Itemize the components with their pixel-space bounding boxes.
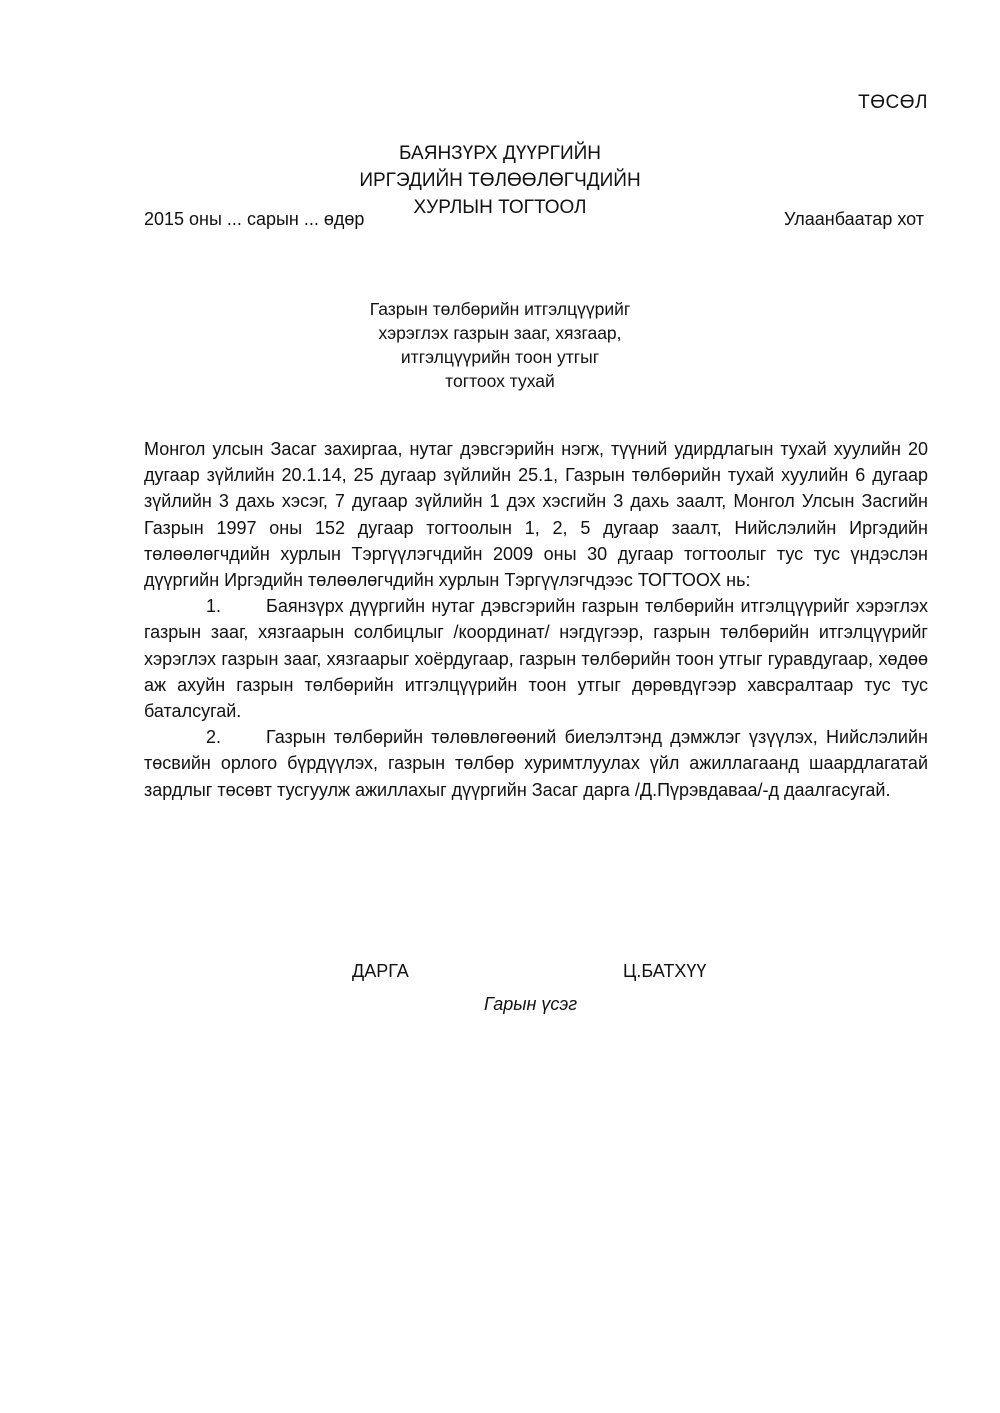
subject-line: тогтоох тухай [445, 371, 555, 391]
item-number: 1. [206, 596, 222, 617]
document-date: 2015 оны ... сарын ... өдөр [144, 209, 365, 229]
preamble-paragraph: Монгол улсын Засаг захиргаа, нутаг дэвсгэрийн нэгж, түүний удирдлагын тухай хуулийн 20 дугаар зүйлийн 20.1.14, 25 дугаар зүйлийн 25.1, Газрын төлбөрийн тухай хуулийн 6 дугаар зүйлийн 3 дахь хэсэг, 7 дугаар зүйлийн 1 дэх хэсгийн 3 дахь заалт, Монгол Улсын Засгийн Газрын 1997 оны 152 дугаар тогтоолын 1, 2, 5 дугаар заалт, Нийслэлийн Иргэдийн төлөөлөгчдийн хурлын Тэргүүлэгчдийн 2009 оны 30 дугаар тогтоолыг тус тус үндэслэн дүүргийн Иргэдийн төлөөлөгчдийн хурлын Тэргүүлэгчдээс ТОГТООХ нь: [144, 439, 928, 591]
signature-note: Гарын үсэг [484, 994, 578, 1014]
header-line-council: ИРГЭДИЙН ТӨЛӨӨЛӨГЧДИЙН [359, 170, 641, 191]
header-line-district: БАЯНЗҮРХ ДҮҮРГИЙН [399, 143, 601, 164]
subject-line: итгэлцүүрийн тоон утгыг [400, 347, 600, 367]
subject-line: хэрэглэх газрын зааг, хязгаар, [378, 323, 622, 343]
item-text: Баянзүрх дүүргийн нутаг дэвсгэрийн газрын төлбөрийн итгэлцүүрийг хэрэглэх газрын зааг, хязгаарын солбицлыг /координат/ нэгдүгээр, газрын төлбөрийн итгэлцүүрийг хэрэглэх газрын зааг, хязгаарыг хоёрдугаар, газрын төлбөрийн тоон утгыг гуравдугаар, хөдөө аж ахуйн газрын төлбөрийн итгэлцүүрийн тоон утгыг дөрөвдүгээр хавсралтаар тус тус баталсугай. [144, 596, 928, 722]
signatory-name: Ц.БАТХҮҮ [623, 961, 707, 981]
resolution-item-1 [144, 593, 928, 724]
draft-label: ТӨСӨЛ [858, 92, 928, 113]
document-body [144, 436, 928, 803]
signatory-title: ДАРГА [352, 961, 409, 981]
document-place: Улаанбаатар хот [784, 209, 924, 229]
subject-line: Газрын төлбөрийн итгэлцүүрийг [369, 299, 631, 319]
item-number: 2. [206, 727, 222, 748]
document-subject [270, 297, 730, 393]
resolution-item-2 [144, 724, 928, 803]
header-line-resolution: ХУРЛЫН ТОГТООЛ [413, 197, 587, 218]
item-text: Газрын төлбөрийн төлөвлөгөөний биелэлтэнд дэмжлэг үзүүлэх, Нийслэлийн төсвийн орлого бүрдүүлэх, газрын төлбөр хуримтлуулах үйл ажиллагаанд шаардлагатай зардлыг төсөвт тусгуулж ажиллахыг дүүргийн Засаг дарга /Д.Пүрэвдаваа/-д даалгасугай. [144, 727, 928, 800]
